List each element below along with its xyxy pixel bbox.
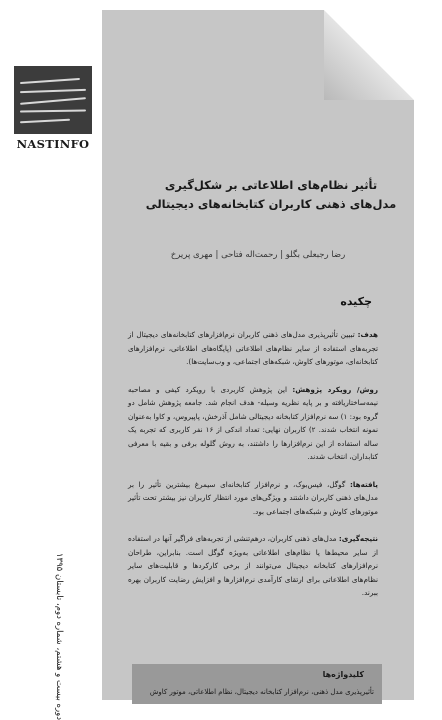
paragraph-label: روش/ رویکرد پژوهش:	[292, 384, 378, 394]
issue-info: دوره بیست و هشتم، شماره دوم، تابستان ۱۳۹۵	[54, 552, 64, 720]
paragraph-text: این پژوهش کاربردی با رویکرد کیفی و مصاحبه نیمه‌ساختاریافته و بر پایه نظریه وسیله- هدف انجام شد. جامعه پژوهش شامل دو گروه بود: ۱) سه نرم‌افزار کتابخانه دیجیتالی شامل آذرخش، پاپیروس، و کاوا به‌عنوان نمونه انتخاب شدند. ۲) کاربران نهایی: تعداد اندکی از ۱۶ نفر کاربری که تجربه یک ساله استفاده از این نرم‌افزارها را داشتند، به روش گلوله برفی و بقیه با معرفی کتابداران، انتخاب شدند.	[128, 384, 378, 461]
abstract-conclusion	[128, 532, 378, 600]
paragraph-label: نتیجه‌گیری:	[338, 534, 378, 543]
paragraph-text: مدل‌های ذهنی کاربران، درهم‌تنشی از تجربه‌های فراگیر آنها در استفاده از سایر محیط‌ها یا نظام‌های اطلاعاتی به‌ویژه گوگل است. بنابراین، طراحان نرم‌افزارهای کتابخانه دیجیتال می‌توانند از برخی کارکردها و قابلیت‌های سایر نظام‌های اطلاعاتی برای ارتقای کارآمدی نرم‌افزارها و افزایش رضایت کاربران بهره ببرند.	[128, 534, 378, 597]
article-page	[102, 10, 414, 700]
abstract-body	[128, 328, 378, 614]
article-authors: رضا رجبعلی بگلو | رحمت‌اله فتاحی | مهری پریرخ	[170, 250, 346, 260]
paragraph-text: گوگل، فیس‌بوک، و نرم‌افزار کتابخانه‌ای سیمرغ بیشترین تأثیر را بر مدل‌های ذهنی کاربران داشتند و ویژگی‌های مورد انتظار کاربران نیز بیشتر تحت تأثیر موتورهای کاوش و شبکه‌های اجتماعی بود.	[128, 479, 378, 516]
article-title: تأثیر نظام‌های اطلاعاتی بر شکل‌گیری مدل‌های ذهنی کاربران کتابخانه‌های دیجیتالی	[145, 178, 397, 211]
abstract-method	[128, 383, 378, 464]
keywords-heading: کلیدواژه‌ها	[322, 670, 364, 679]
logo-emblem	[14, 66, 92, 134]
keywords-list: تأثیرپذیری مدل ذهنی، نرم‌افزار کتابخانه دیجیتال، نظام اطلاعاتی، موتور کاوش	[149, 688, 374, 696]
abstract-heading: چکیده	[340, 295, 372, 308]
page-corner-fold	[324, 10, 414, 100]
journal-logo	[14, 66, 92, 151]
keywords-box	[132, 664, 382, 704]
abstract-purpose	[128, 328, 378, 369]
paragraph-text: تبیین تأثیرپذیری مدل‌های ذهنی کاربران نرم‌افزارهای کتابخانه‌های دیجیتال از تجربه‌های استفاده از سایر نظام‌های اطلاعاتی (پایگاه‌های اطلاعاتی، نرم‌افزارهای کتابخانه‌ای، موتورهای کاوش، شبکه‌های اجتماعی، و وب‌سایت‌ها).	[128, 330, 378, 366]
abstract-findings	[128, 478, 378, 519]
logo-text: NASTINFO	[16, 137, 90, 151]
paragraph-label: هدف:	[357, 330, 378, 339]
paragraph-label: یافته‌ها:	[350, 479, 378, 489]
